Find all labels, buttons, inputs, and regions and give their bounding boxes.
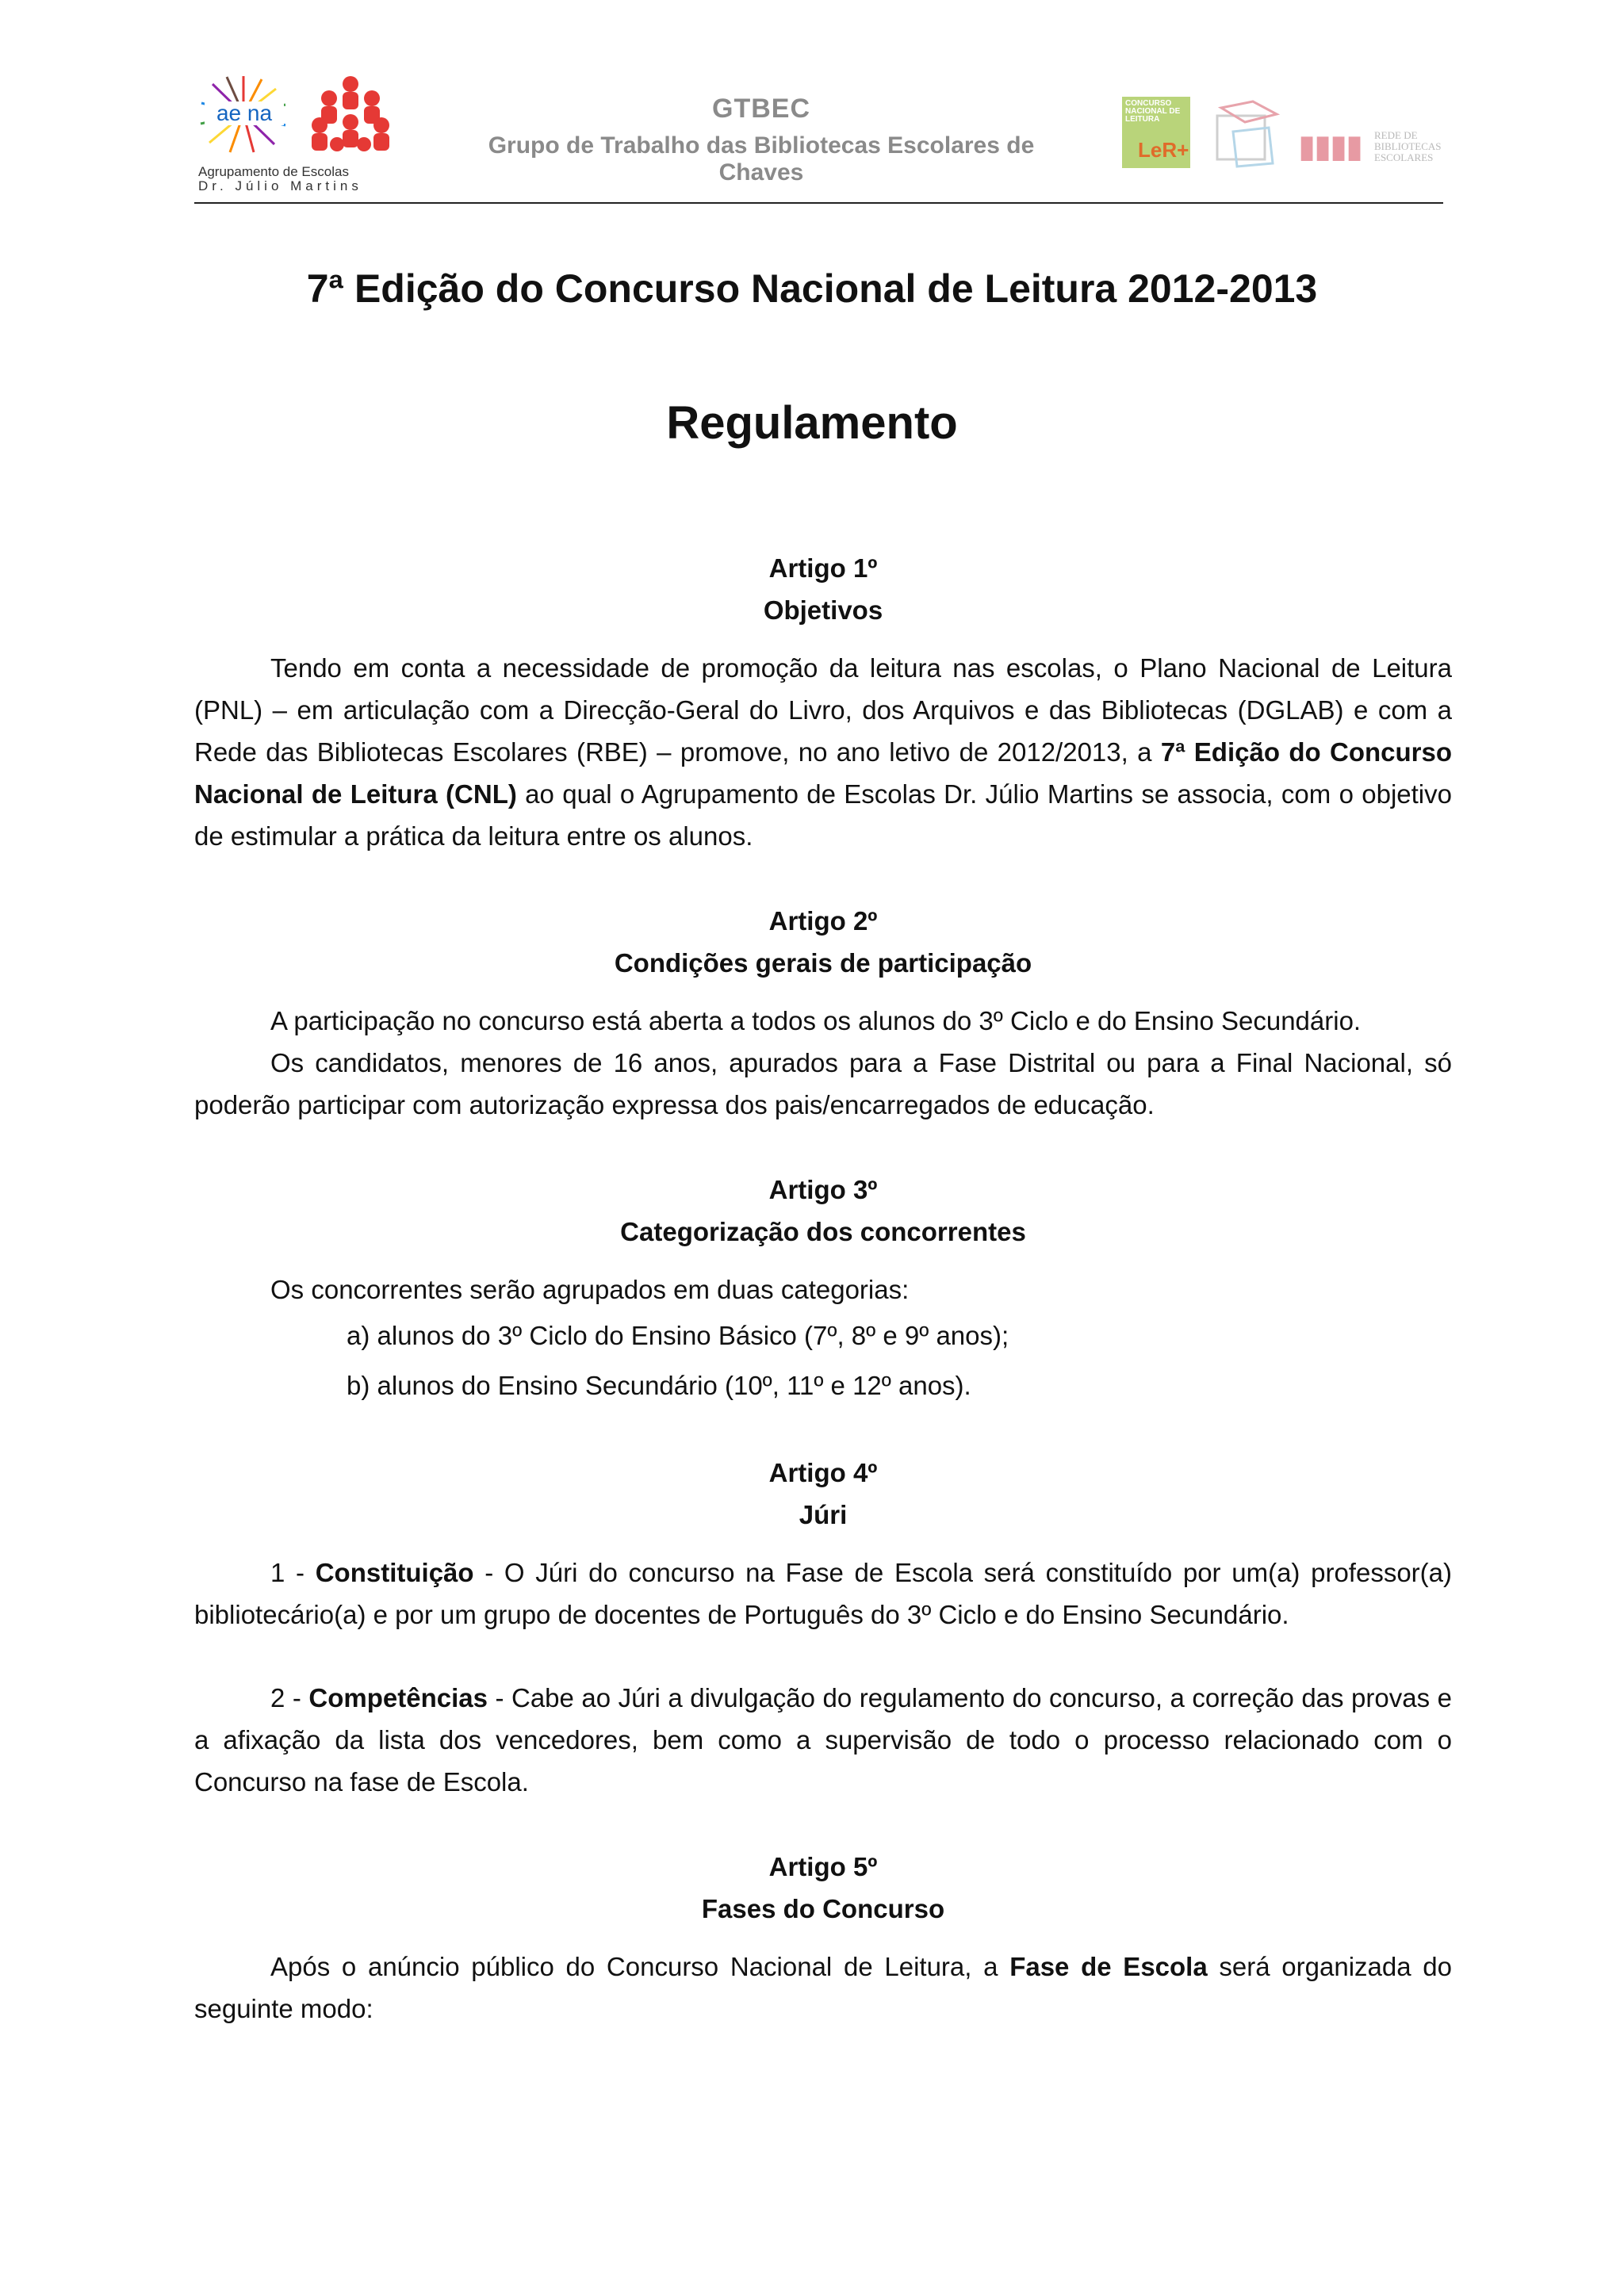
artigo-2-number: Artigo 2º [768,906,878,936]
artigo-4-p2-number: 2 - [270,1683,309,1712]
artigo-5-bold: Fase de Escola [1009,1952,1208,1981]
svg-text:ae na: ae na [216,101,273,125]
rbe-logo [1298,128,1457,168]
artigo-5-heading: Fases do Concurso [701,1894,945,1923]
artigo-5-text-b: será organizada do seguinte modo: [194,1952,1453,2023]
artigo-5-number: Artigo 5º [768,1852,878,1881]
artigo-4-p1-number: 1 - [270,1558,316,1587]
artigo-2-paragraph-1: A participação no concurso está aberta a todos os alunos do 3º Ciclo e do Ensino Secundário. [270,1006,1362,1035]
list-item: b) alunos do Ensino Secundário (10º, 11º e 12º anos). [347,1371,971,1400]
cnl-logo-text: CONCURSO NACIONAL DE LEITURA [1125,99,1181,124]
header-divider [194,202,1443,204]
cnl-logo-mark: LeR+ [1138,138,1189,162]
artigo-4-p1-bold: Constituição [315,1558,474,1587]
rbe-line1: REDE DE [1374,129,1418,141]
artigo-4-paragraph-2 [194,1677,1452,1803]
artigo-5-paragraph [194,1946,1452,2030]
school-logo-caption-line2: Dr. Júlio Martins [198,178,362,193]
artigo-3 [194,1169,1452,1410]
artigo-4-p2-text: - Cabe ao Júri a divulgação do regulamento do concurso, a correção das provas e a afixação da lista dos vencedores, bem como a supervisão de todo o processo relacionado com o Concurso na fase de Escola. [194,1683,1452,1797]
document-subtitle: Regulamento [666,397,958,449]
artigo-4-paragraph-1 [194,1552,1452,1636]
school-logo-caption-line1: Agrupamento de Escolas [198,164,349,179]
artigo-5 [194,1846,1452,2030]
school-logo [198,73,404,192]
artigo-3-number: Artigo 3º [768,1175,878,1204]
header-abbreviation: GTBEC [712,94,810,124]
artigo-1-text-b: ao qual o Agrupamento de Escolas Dr. Júlio Martins se associa, com o objetivo de estimular a prática da leitura entre os alunos. [194,779,1452,851]
artigo-3-heading: Categorização dos concorrentes [620,1217,1026,1246]
artigo-4-p2-bold: Competências [308,1683,488,1712]
artigo-1-bold: 7ª Edição do Concurso Nacional de Leitura (CNL) [194,737,1452,809]
artigo-1 [194,547,1452,857]
cnl-logo [1122,97,1190,168]
header-title-block [444,94,1078,186]
rbe-line3: ESCOLARES [1374,151,1434,163]
artigo-3-paragraph: Os concorrentes serão agrupados em duas categorias: [270,1275,910,1304]
aena-logo-icon [198,73,289,156]
artigo-4-p1-text: - O Júri do concurso na Fase de Escola será constituído por um(a) professor(a) bibliotecário(a) e por um grupo de docentes de Português do 3º Ciclo e do Ensino Secundário. [194,1558,1452,1629]
artigo-5-text-a: Após o anúncio público do Concurso Nacional de Leitura, a [270,1952,1010,1981]
artigo-1-number: Artigo 1º [768,553,878,583]
artigo-4-heading: Júri [799,1500,848,1529]
artigo-4-number: Artigo 4º [768,1458,878,1487]
artigo-4 [194,1452,1452,1803]
school-logo-caption [198,165,404,193]
pnl-logo-icon [1209,100,1281,168]
document-body [194,547,1452,2030]
people-logo-icon [305,73,396,164]
artigo-1-paragraph [194,647,1452,857]
partner-logos [1122,97,1455,176]
artigo-2-heading: Condições gerais de participação [614,948,1032,978]
list-item: a) alunos do 3º Ciclo do Ensino Básico (7º, 8º e 9º anos); [347,1321,1009,1350]
artigo-2-paragraph-2: Os candidatos, menores de 16 anos, apurados para a Fase Distrital ou para a Final Nacional, só poderão participar com autorização expressa dos pais/encarregados de educação. [194,1048,1452,1119]
rbe-line2: BIBLIOTECAS [1374,140,1442,152]
document-title: 7ª Edição do Concurso Nacional de Leitura 2012-2013 [306,266,1318,311]
artigo-1-text-a: Tendo em conta a necessidade de promoção da leitura nas escolas, o Plano Nacional de Leitura (PNL) – em articulação com a Direcção-Geral do Livro, dos Arquivos e das Bibliotecas (DGLAB) e com a Rede das Bibliotecas Escolares (RBE) – promove, no ano letivo de 2012/2013, a [194,653,1452,767]
artigo-1-heading: Objetivos [763,595,883,625]
rbe-logo-icon: ▮▮▮▮ [1298,129,1362,164]
rbe-logo-text [1374,130,1442,163]
header-full-name: Grupo de Trabalho das Bibliotecas Escolares de Chaves [488,132,1035,186]
artigo-2 [194,900,1452,1126]
